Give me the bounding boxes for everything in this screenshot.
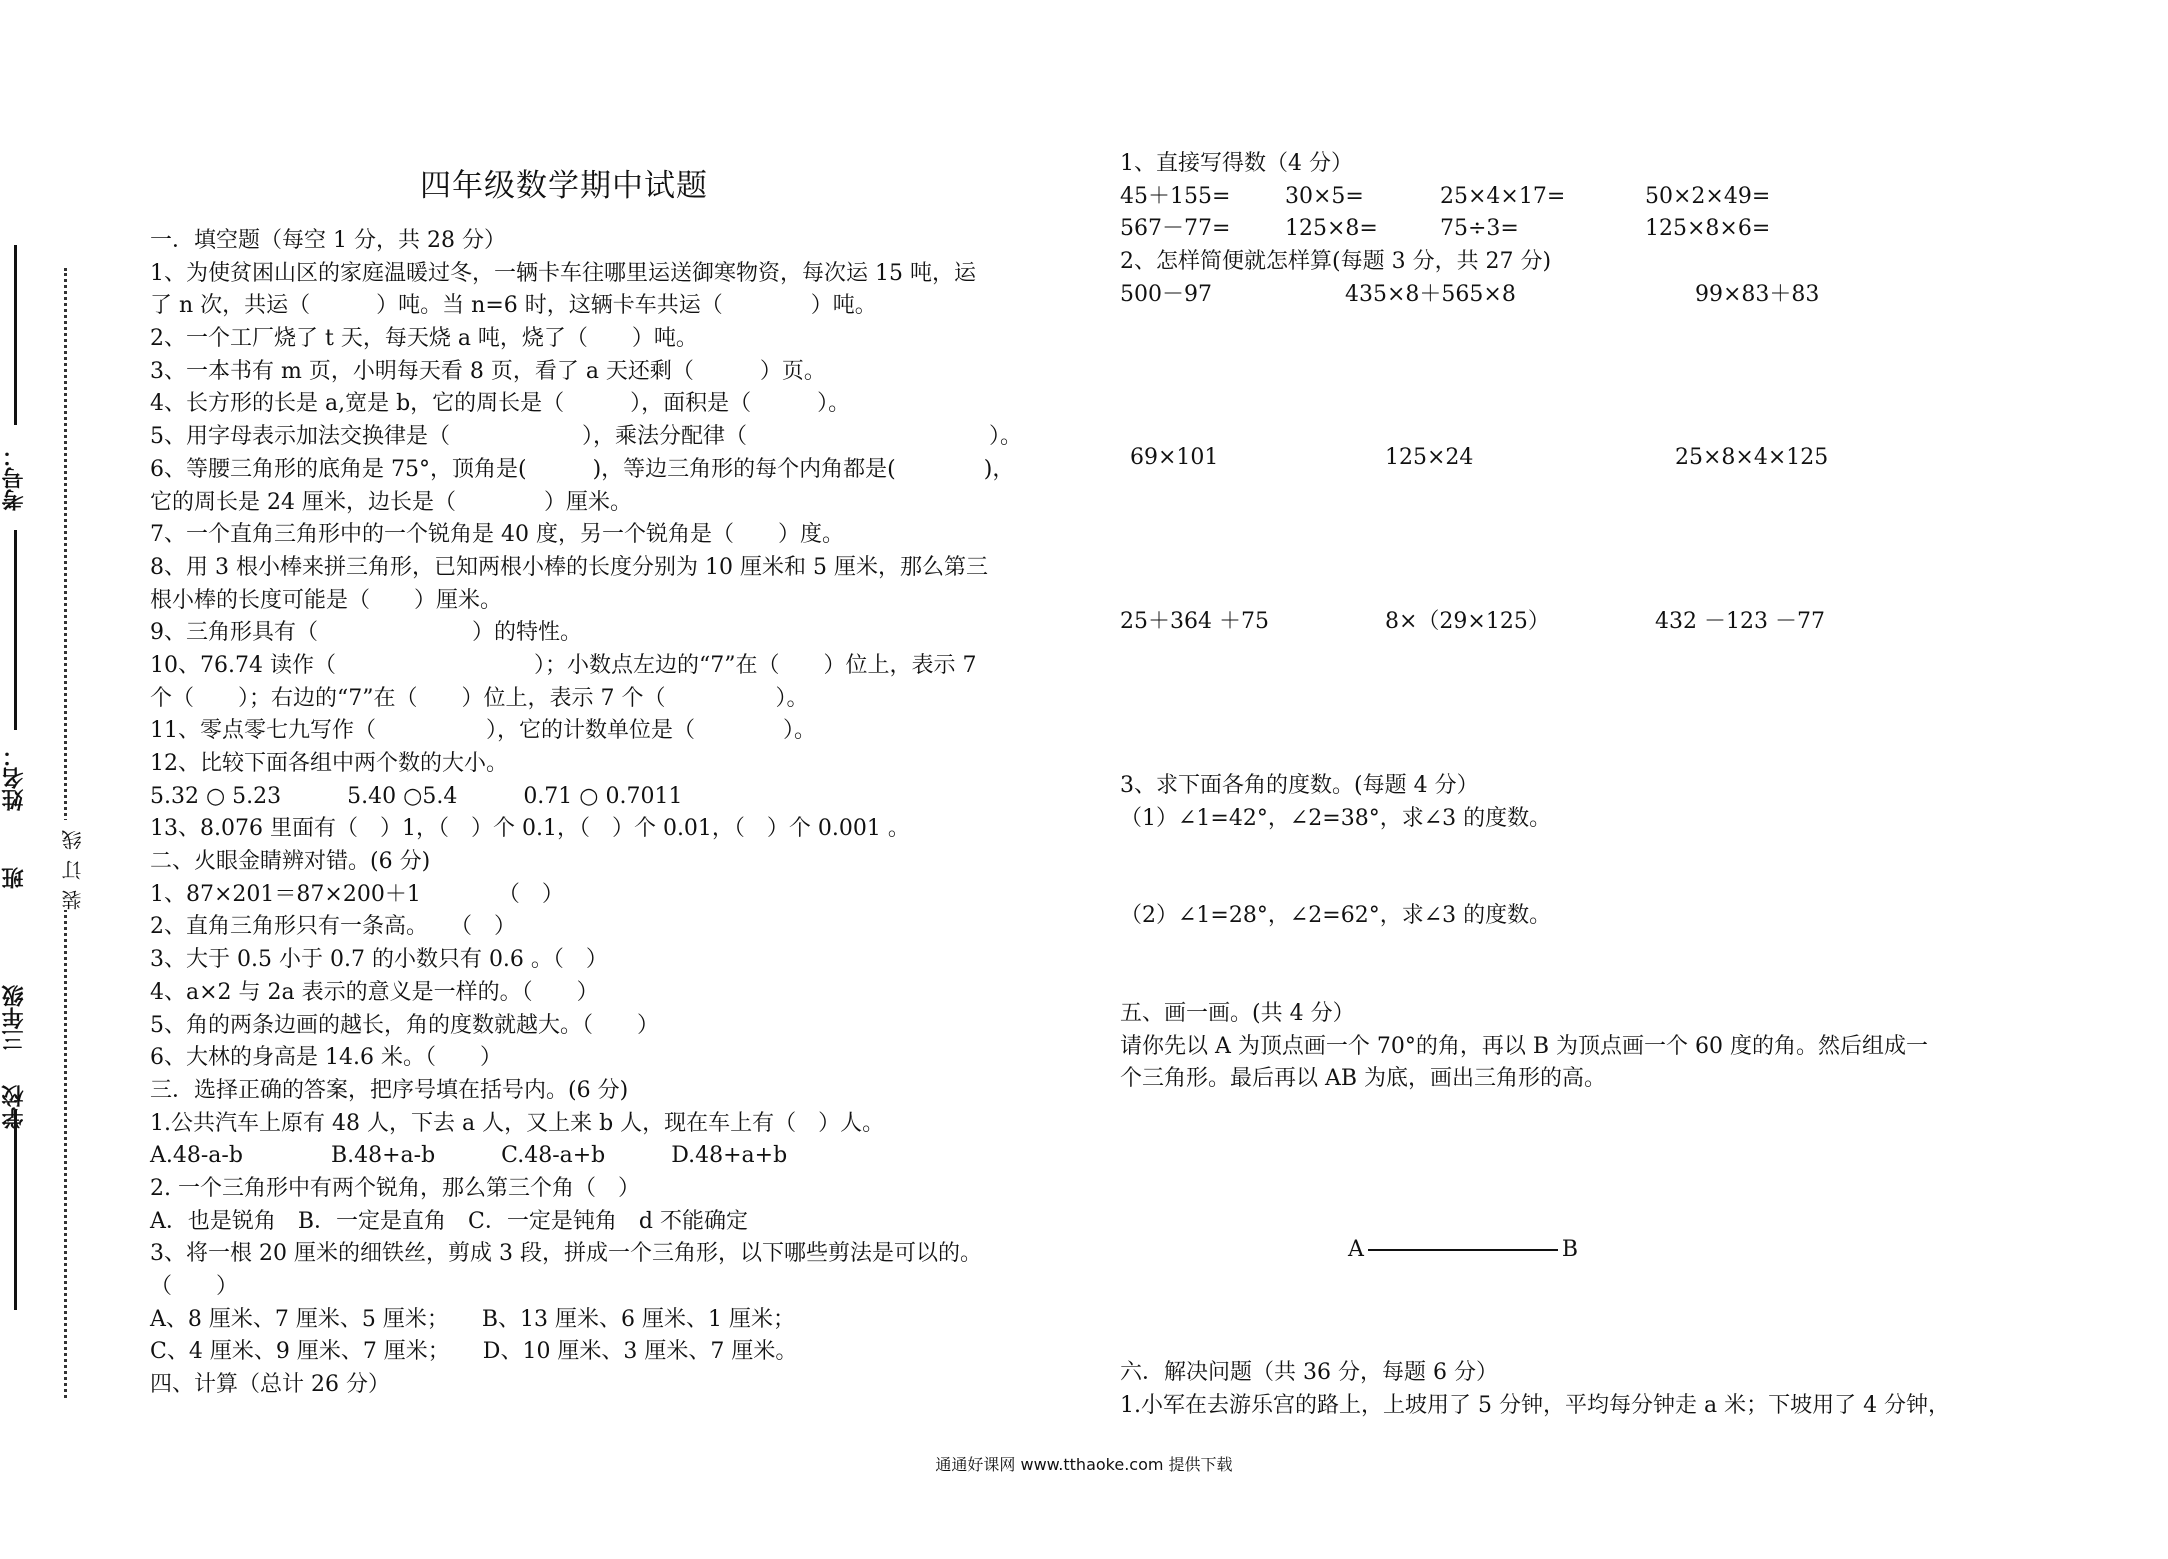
question-line: 13、8.076 里面有（ ）1，（ ）个 0.1，（ ）个 0.01，（ ）个 0.001 。	[150, 816, 910, 842]
word-problem-1: 1.小军在去游乐宫的路上，上坡用了 5 分钟，平均每分钟走 a 米；下坡用了 4 分钟，	[1120, 1392, 1951, 1418]
problem: 25×8×4×125	[1675, 445, 1829, 471]
problem: 75÷3=	[1440, 216, 1519, 242]
problem: 125×24	[1385, 445, 1474, 471]
question-line: 了 n 次，共运（ ）吨。当 n=6 时，这辆卡车共运（ ）吨。	[150, 293, 877, 319]
question-line: 3、一本书有 m 页，小明每天看 8 页，看了 a 天还剩（ ）页。	[150, 358, 826, 384]
question-line: 3、将一根 20 厘米的细铁丝，剪成 3 段，拼成一个三角形，以下哪些剪法是可以的。	[150, 1241, 982, 1267]
problem: 8×（29×125）	[1385, 609, 1550, 635]
page-title: 四年级数学期中试题	[420, 168, 708, 204]
question-line: 7、一个直角三角形中的一个锐角是 40 度，另一个锐角是（ ）度。	[150, 522, 844, 548]
question-line: 根小棒的长度可能是（ ）厘米。	[150, 587, 503, 613]
question-line: 11、零点零七九写作（ ），它的计数单位是（ ）。	[150, 718, 816, 744]
problem: 25＋364 ＋75	[1120, 609, 1269, 635]
question-line: 4、长方形的长是 a,宽是 b，它的周长是（ ），面积是（ ）。	[150, 391, 851, 417]
question-line: 3、大于 0.5 小于 0.7 的小数只有 0.6 。（ ）	[150, 947, 608, 973]
question-line: 8、用 3 根小棒来拼三角形，已知两根小棒的长度分别为 10 厘米和 5 厘米，那么第三	[150, 554, 988, 580]
segment-line	[1368, 1249, 1558, 1251]
problem: 567－77=	[1120, 216, 1231, 242]
binding-line-1	[14, 245, 17, 425]
angle-question-2: （2）∠1=28°，∠2=62°，求∠3 的度数。	[1120, 903, 1552, 929]
binding-line-3	[14, 1110, 17, 1310]
problem: 125×8=	[1285, 216, 1378, 242]
question-line: A、8 厘米、7 厘米、5 厘米； B、13 厘米、6 厘米、1 厘米；	[150, 1306, 795, 1332]
section-6-title: 六．解决问题（共 36 分，每题 6 分）	[1120, 1359, 1498, 1385]
grade-label: 三年级	[1, 985, 27, 1051]
section-1-title: 1、直接写得数（4 分）	[1120, 151, 1353, 176]
question-line: 1、为使贫困山区的家庭温暖过冬，一辆卡车往哪里运送御寒物资，每次运 15 吨，运	[150, 260, 976, 286]
problem: 69×101	[1130, 445, 1219, 471]
question-line: 2、一个工厂烧了 t 天，每天烧 a 吨，烧了（ ）吨。	[150, 326, 698, 352]
simplify-row-3	[1120, 606, 2110, 639]
angle-question-1: （1）∠1=42°，∠2=38°，求∠3 的度数。	[1120, 805, 1552, 831]
question-line: A．也是锐角 B．一定是直角 C．一定是钝角 d 不能确定	[150, 1208, 748, 1234]
left-column	[150, 225, 1080, 1402]
question-line: A.48-a-b B.48+a-b C.48-a+b D.48+a+b	[150, 1143, 788, 1169]
mental-math-row-2	[1120, 213, 2110, 246]
question-line: 5.32 ○ 5.23 5.40 ○5.4 0.71 ○ 0.7011	[150, 783, 683, 809]
question-line: 9、三角形具有（ ）的特性。	[150, 620, 582, 646]
question-line: 6、等腰三角形的底角是 75°，顶角是( )，等边三角形的每个内角都是( )，	[150, 456, 1015, 482]
footer-source: 通通好课网 www.tthaoke.com 提供下载	[935, 1455, 1233, 1474]
drawing-instructions-1: 请你先以 A 为顶点画一个 70°的角，再以 B 为顶点画一个 60 度的角。然后组成一	[1120, 1033, 1928, 1059]
question-line: 三．选择正确的答案，把序号填在括号内。(6 分)	[150, 1077, 629, 1103]
problem: 45＋155=	[1120, 183, 1231, 209]
right-column	[1120, 148, 2110, 1422]
question-line: （ ）	[150, 1274, 239, 1299]
problem: 30×5=	[1285, 183, 1364, 209]
name-label: 姓名：	[1, 745, 27, 811]
drawing-instructions-2: 个三角形。最后再以 AB 为底，画出三角形的高。	[1120, 1066, 1607, 1092]
section-2-title: 2、怎样简便就怎样算(每题 3 分，共 27 分)	[1120, 249, 1552, 275]
problem: 500－97	[1120, 281, 1212, 307]
simplify-row-2	[1120, 442, 2110, 475]
section-5-title: 五、画一画。(共 4 分）	[1120, 1000, 1355, 1026]
question-line: 6、大林的身高是 14.6 米。（ ）	[150, 1045, 502, 1071]
problem: 50×2×49=	[1645, 183, 1771, 209]
problem: 125×8×6=	[1645, 216, 1771, 242]
problem: 99×83＋83	[1695, 281, 1820, 307]
binding-line-2	[14, 530, 17, 730]
section-3-title: 3、求下面各角的度数。(每题 4 分）	[1120, 772, 1479, 798]
question-line: C、4 厘米、9 厘米、7 厘米； D、10 厘米、3 厘米、7 厘米。	[150, 1339, 798, 1365]
question-line: 个（ ）；右边的“7”在（ ）位上，表示 7 个（ ）。	[150, 685, 809, 711]
problem: 25×4×17=	[1440, 183, 1566, 209]
question-line: 一．填空题（每空 1 分，共 28 分）	[150, 228, 506, 253]
exam-number-label: 考号：	[1, 445, 27, 511]
point-b-label: B	[1561, 1237, 1579, 1262]
question-line: 1、87×201＝87×200＋1 （ ）	[150, 881, 564, 907]
simplify-row-1	[1120, 279, 2110, 312]
question-line: 二、火眼金睛辨对错。(6 分)	[150, 849, 431, 875]
binding-line-label: 装订线	[58, 820, 87, 910]
question-line: 5、角的两条边画的越长，角的度数就越大。（ ）	[150, 1012, 659, 1038]
question-line: 2、直角三角形只有一条高。 （ ）	[150, 914, 516, 940]
point-a-label: A	[1348, 1237, 1364, 1262]
problem: 435×8＋565×8	[1345, 281, 1516, 307]
problem: 432 －123 －77	[1655, 609, 1825, 635]
question-line: 5、用字母表示加法交换律是（ ），乘法分配律（ ）。	[150, 424, 1023, 450]
question-line: 1.公共汽车上原有 48 人，下去 a 人，又上来 b 人，现在车上有（ ）人。	[150, 1110, 885, 1136]
question-line: 10、76.74 读作（ ）；小数点左边的“7”在（ ）位上，表示 7	[150, 652, 977, 678]
question-line: 它的周长是 24 厘米，边长是（ ）厘米。	[150, 489, 632, 515]
question-line: 四、计算（总计 26 分）	[150, 1372, 390, 1398]
question-line: 4、a×2 与 2a 表示的意义是一样的。（ ）	[150, 979, 599, 1005]
segment-ab	[1348, 1237, 1578, 1262]
mental-math-row-1	[1120, 181, 2110, 214]
school-label: 学校	[1, 1085, 27, 1129]
question-line: 12、比较下面各组中两个数的大小。	[150, 751, 508, 776]
question-line: 2. 一个三角形中有两个锐角，那么第三个角（ ）	[150, 1175, 640, 1201]
class-label: 班	[1, 867, 27, 889]
